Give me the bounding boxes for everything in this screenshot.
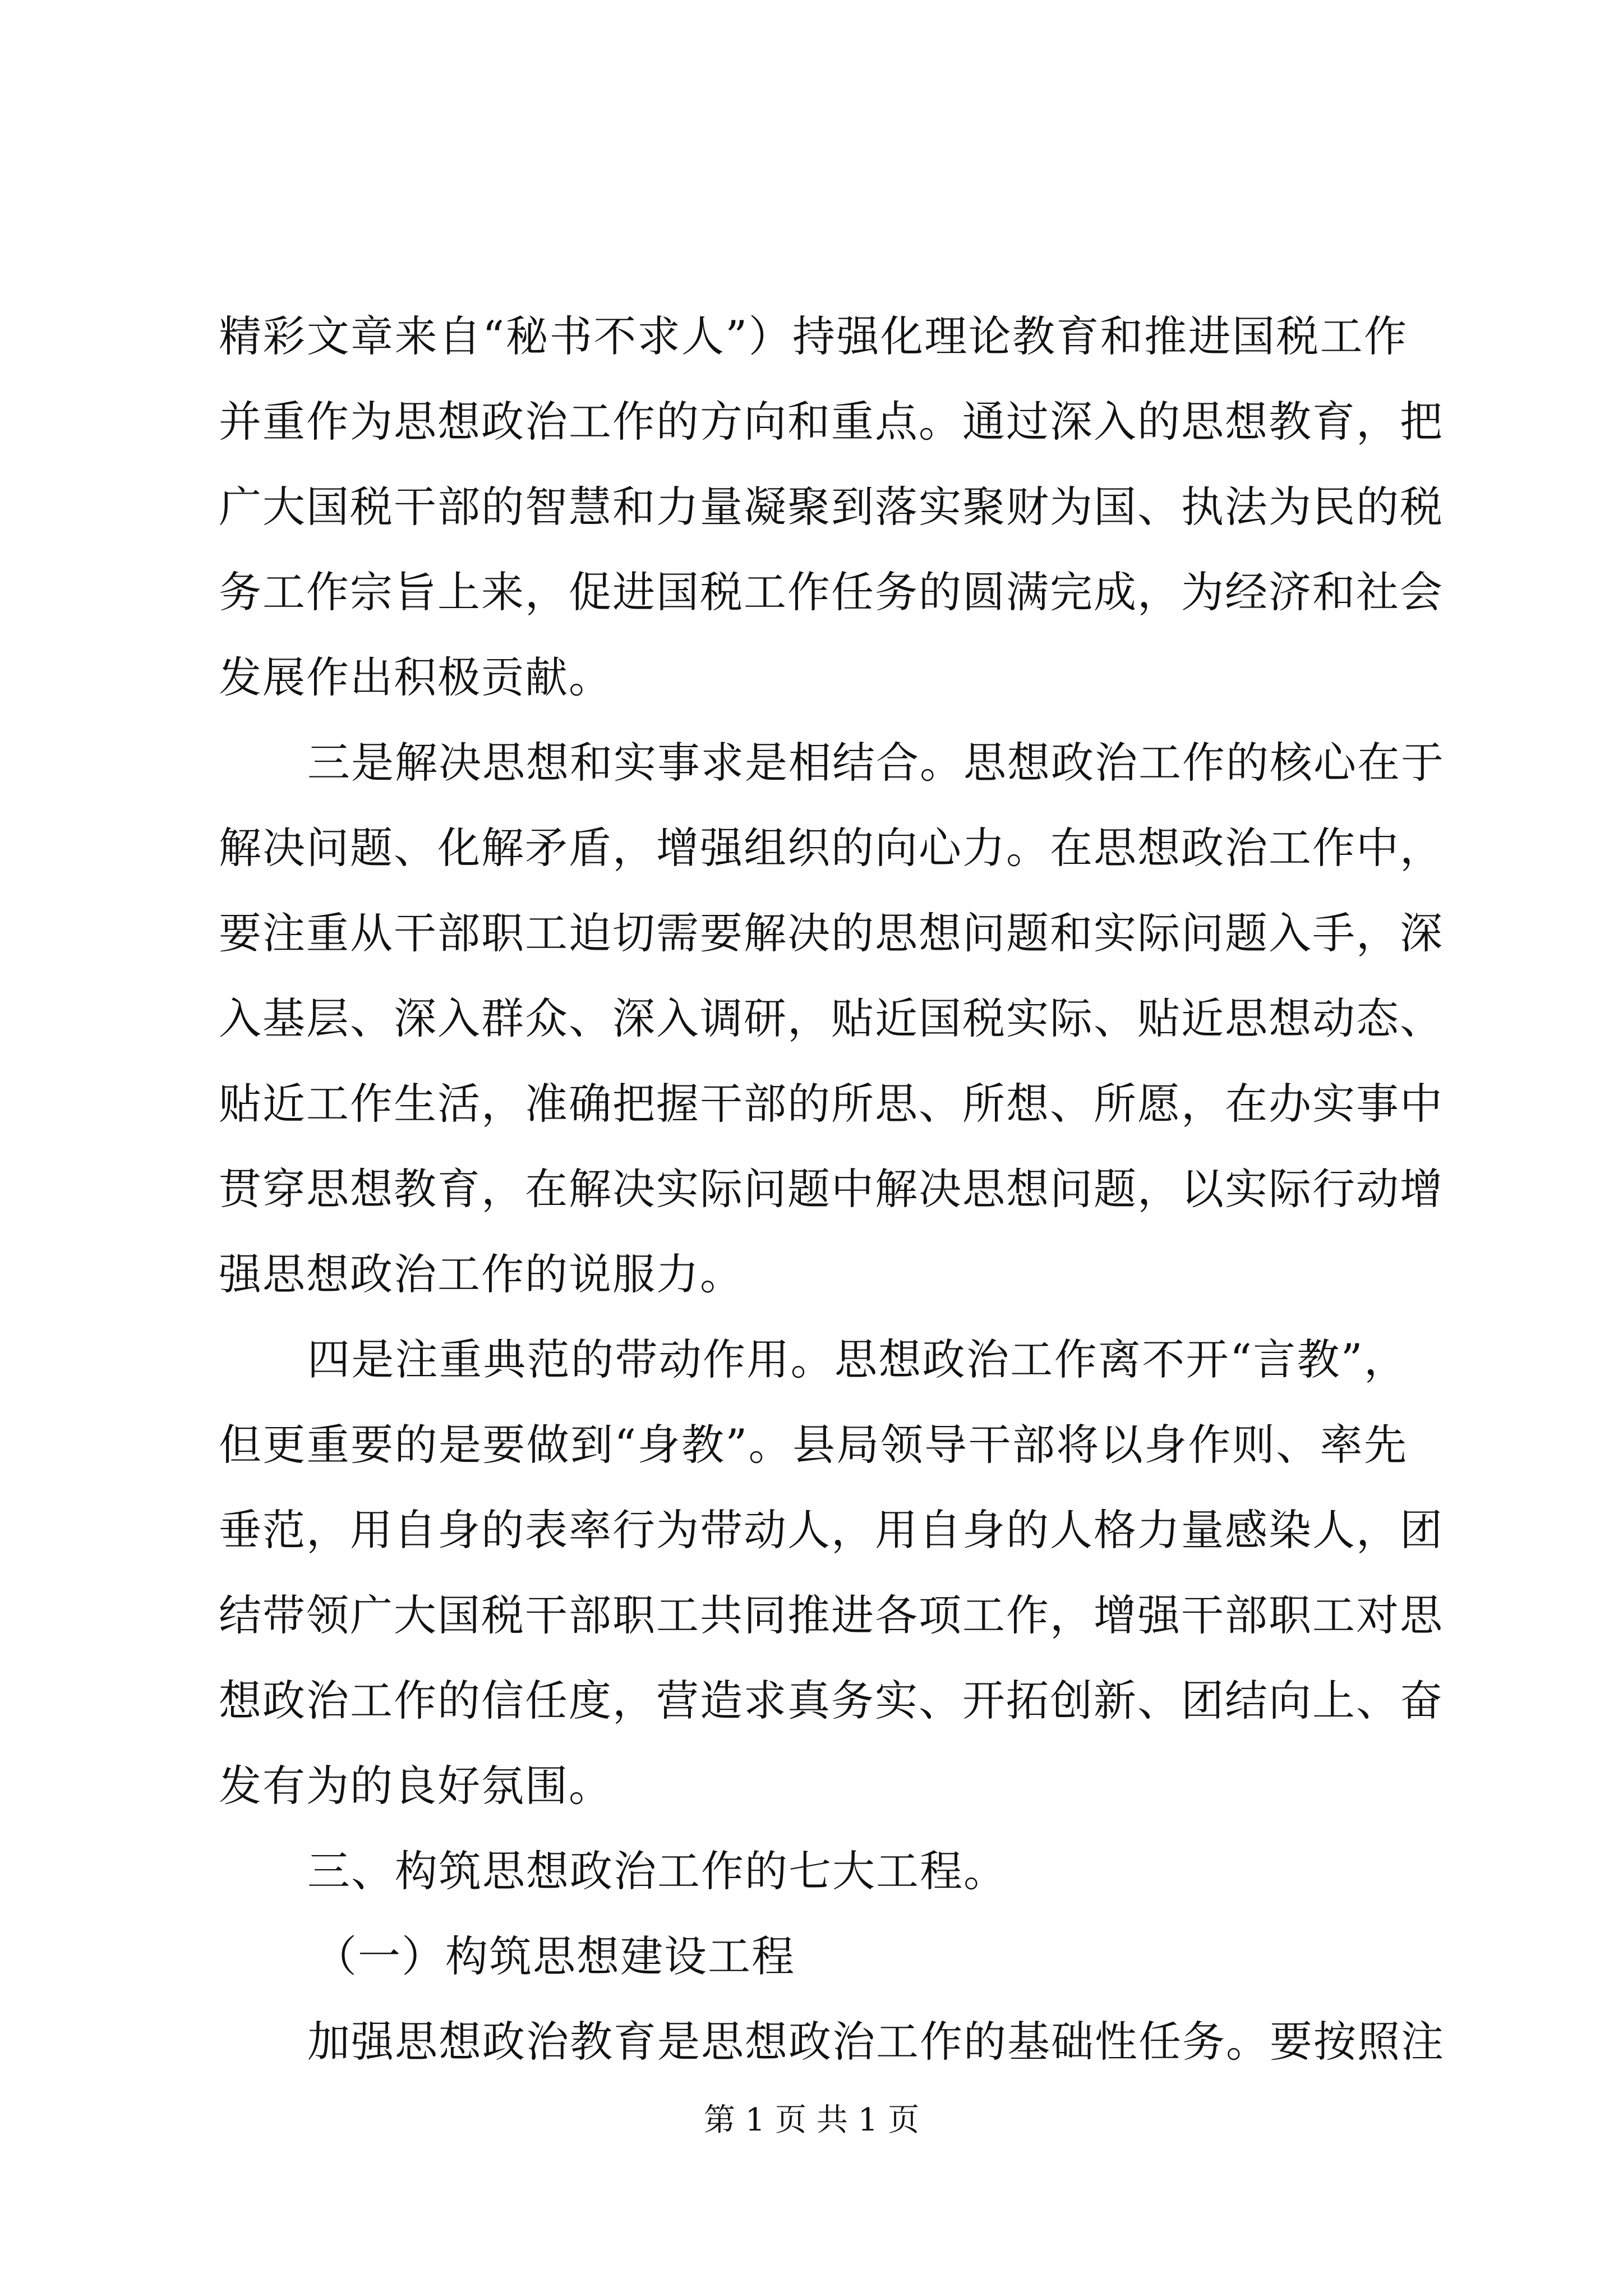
- text-line: 垂范，用自身的表率行为带动人，用自身的人格力量感染人，团: [219, 1505, 1444, 1555]
- text-line: 要注重从干部职工迫切需要解决的思想问题和实际问题入手，深: [219, 908, 1444, 958]
- text-line: 四是注重典范的带动作用。思想政治工作离不开“言教”，: [307, 1335, 1408, 1384]
- text-line: 入基层、深入群众、深入调研，贴近国税实际、贴近思想动态、: [219, 993, 1444, 1043]
- text-line: 结带领广大国税干部职工共同推进各项工作，增强干部职工对思: [219, 1590, 1444, 1640]
- text-line: 强思想政治工作的说服力。: [219, 1249, 744, 1299]
- text-line: 广大国税干部的智慧和力量凝聚到落实聚财为国、执法为民的税: [219, 482, 1444, 532]
- section-heading: 三、构筑思想政治工作的七大工程。: [307, 1846, 1007, 1896]
- subsection-heading: （一）构筑思想建设工程: [314, 1931, 795, 1981]
- text-line: 加强思想政治教育是思想政治工作的基础性任务。要按照注: [307, 2017, 1445, 2067]
- text-line: 三是解决思想和实事求是相结合。思想政治工作的核心在于: [307, 738, 1445, 788]
- text-line: 发有为的良好氛围。: [219, 1761, 612, 1811]
- text-line: 但更重要的是要做到“身教”。县局领导干部将以身作则、率先: [219, 1420, 1408, 1470]
- text-line: 贯穿思想教育，在解决实际问题中解决思想问题，以实际行动增: [219, 1164, 1444, 1214]
- text-line: 贴近工作生活，准确把握干部的所思、所想、所愿，在办实事中: [219, 1079, 1444, 1129]
- text-line: 想政治工作的信任度，营造求真务实、开拓创新、团结向上、奋: [219, 1676, 1444, 1726]
- text-line: 务工作宗旨上来，促进国税工作任务的圆满完成，为经济和社会: [219, 567, 1444, 617]
- text-line: 精彩文章来自“秘书不求人”）持强化理论教育和推进国税工作: [219, 311, 1408, 361]
- text-line: 解决问题、化解矛盾，增强组织的向心力。在思想政治工作中，: [219, 823, 1444, 873]
- page-footer: 第 1 页 共 1 页: [703, 2102, 920, 2138]
- text-line: 发展作出积极贡献。: [219, 652, 612, 702]
- text-line: 并重作为思想政治工作的方向和重点。通过深入的思想教育，把: [219, 397, 1444, 447]
